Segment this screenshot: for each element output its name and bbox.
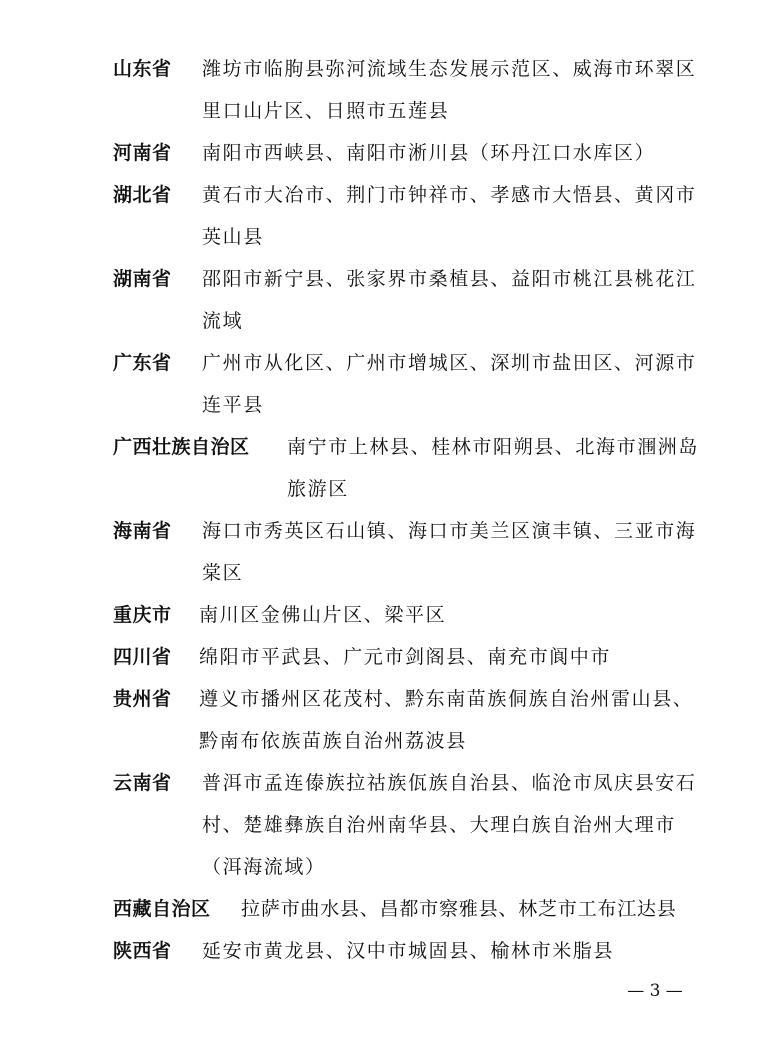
province-label: 河南省 <box>113 142 172 164</box>
province-label: 重庆市 <box>113 604 172 626</box>
province-label: 云南省 <box>113 772 172 794</box>
province-label: 湖南省 <box>113 268 172 290</box>
province-label: 海南省 <box>113 520 172 542</box>
province-label: 陕西省 <box>113 940 172 962</box>
province-label: 四川省 <box>113 646 172 668</box>
entry-items: 遵义市播州区花茂村、黔东南苗族侗族自治州雷山县、黔南布依族苗族自治州荔波县 <box>199 688 694 752</box>
entry-items: 广州市从化区、广州市增城区、深圳市盐田区、河源市连平县 <box>202 352 697 416</box>
entry-items: 南川区金佛山片区、梁平区 <box>199 604 447 626</box>
province-label: 山东省 <box>113 58 172 80</box>
entry-items: 南阳市西峡县、南阳市淅川县（环丹江口水库区） <box>202 142 656 164</box>
entry-items: 延安市黄龙县、汉中市城固县、榆林市米脂县 <box>202 940 615 962</box>
province-label: 贵州省 <box>113 688 172 710</box>
province-label: 广东省 <box>113 352 172 374</box>
entry-items: 拉萨市曲水县、昌都市察雅县、林芝市工布江达县 <box>241 898 677 920</box>
province-label: 西藏自治区 <box>113 898 211 920</box>
province-label: 广西壮族自治区 <box>113 436 250 458</box>
entry-items: 南宁市上林县、桂林市阳朔县、北海市涠洲岛旅游区 <box>287 436 700 500</box>
page-number: — 3 — <box>627 981 683 1001</box>
entry-items: 潍坊市临朐县弥河流域生态发展示范区、威海市环翠区里口山片区、日照市五莲县 <box>202 58 697 122</box>
province-label: 湖北省 <box>113 184 172 206</box>
entry-items: 黄石市大冶市、荆门市钟祥市、孝感市大悟县、黄冈市英山县 <box>202 184 697 248</box>
entry-items: 普洱市孟连傣族拉祜族佤族自治县、临沧市凤庆县安石村、楚雄彝族自治州南华县、大理白族自治州大理市（洱海流域） <box>202 772 697 878</box>
entry-items: 绵阳市平武县、广元市剑阁县、南充市阆中市 <box>199 646 612 668</box>
entry-items: 邵阳市新宁县、张家界市桑植县、益阳市桃江县桃花江流域 <box>202 268 697 332</box>
entry-items: 海口市秀英区石山镇、海口市美兰区演丰镇、三亚市海棠区 <box>202 520 697 584</box>
